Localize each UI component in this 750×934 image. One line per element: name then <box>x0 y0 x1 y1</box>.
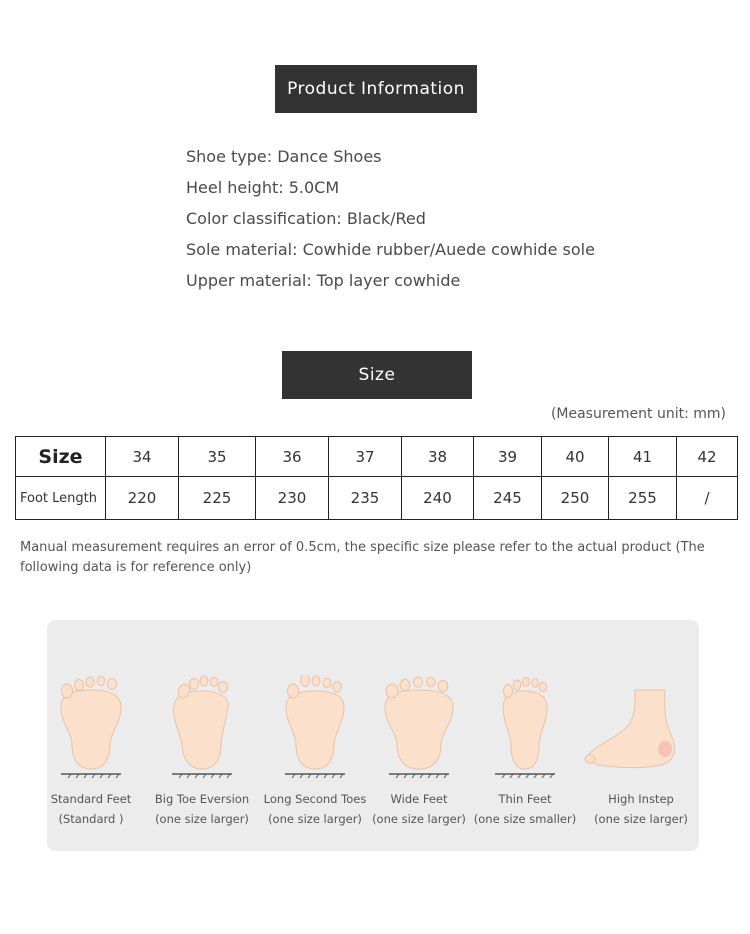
foot-type-note: (one size larger) <box>372 812 466 826</box>
foot-length-row <box>16 477 738 520</box>
size-cell: 35 <box>179 437 256 477</box>
size-title: Size <box>282 351 472 399</box>
high-instep-foot-icon <box>581 675 701 790</box>
standard-foot-icon <box>31 675 151 790</box>
foot-length-row-header: Foot Length <box>16 477 106 520</box>
size-row-header: Size <box>16 437 106 477</box>
foot-type-big-toe-eversion <box>142 620 262 851</box>
foot-type-note: (Standard ) <box>58 812 124 826</box>
size-cell: 39 <box>474 437 542 477</box>
info-sole-material: Sole material: Cowhide rubber/Auede cowhide sole <box>186 240 595 259</box>
foot-type-note: (one size smaller) <box>473 812 577 826</box>
product-info-list <box>186 144 595 299</box>
size-cell: 41 <box>609 437 677 477</box>
size-row <box>16 437 738 477</box>
length-cell: 250 <box>542 477 609 520</box>
length-cell: / <box>677 477 738 520</box>
size-cell: 34 <box>106 437 179 477</box>
big-toe-eversion-foot-icon <box>142 675 262 790</box>
size-cell: 37 <box>329 437 402 477</box>
foot-type-label: Wide Feet <box>390 792 448 806</box>
info-heel-height: Heel height: 5.0CM <box>186 178 340 197</box>
size-cell: 38 <box>402 437 474 477</box>
info-shoe-type: Shoe type: Dance Shoes <box>186 147 382 166</box>
info-color: Color classification: Black/Red <box>186 209 426 228</box>
foot-type-label: Big Toe Eversion <box>154 792 250 806</box>
info-upper-material: Upper material: Top layer cowhide <box>186 271 461 290</box>
foot-type-label: Standard Feet <box>50 792 132 806</box>
product-information-title: Product Information <box>275 65 477 113</box>
foot-type-note: (one size larger) <box>155 812 249 826</box>
thin-foot-icon <box>465 675 585 790</box>
length-cell: 230 <box>256 477 329 520</box>
size-table <box>15 436 738 520</box>
length-cell: 245 <box>474 477 542 520</box>
length-cell: 255 <box>609 477 677 520</box>
size-cell: 40 <box>542 437 609 477</box>
foot-type-label: Thin Feet <box>498 792 552 806</box>
size-cell: 36 <box>256 437 329 477</box>
wide-foot-icon <box>359 675 479 790</box>
length-cell: 235 <box>329 477 402 520</box>
foot-type-label: High Instep <box>608 792 674 806</box>
foot-type-note: (one size larger) <box>594 812 688 826</box>
measurement-disclaimer: Manual measurement requires an error of 0.5cm, the specific size please refer to the actual product (The following data is for reference only) <box>20 540 705 575</box>
foot-type-high-instep <box>581 620 701 851</box>
foot-type-panel <box>47 620 699 851</box>
foot-type-label: Long Second Toes <box>263 792 367 806</box>
foot-type-thin-feet <box>465 620 585 851</box>
long-second-toe-foot-icon <box>255 675 375 790</box>
size-cell: 42 <box>677 437 738 477</box>
length-cell: 220 <box>106 477 179 520</box>
foot-type-note: (one size larger) <box>268 812 362 826</box>
measurement-unit-note: (Measurement unit: mm) <box>550 406 726 422</box>
length-cell: 240 <box>402 477 474 520</box>
length-cell: 225 <box>179 477 256 520</box>
